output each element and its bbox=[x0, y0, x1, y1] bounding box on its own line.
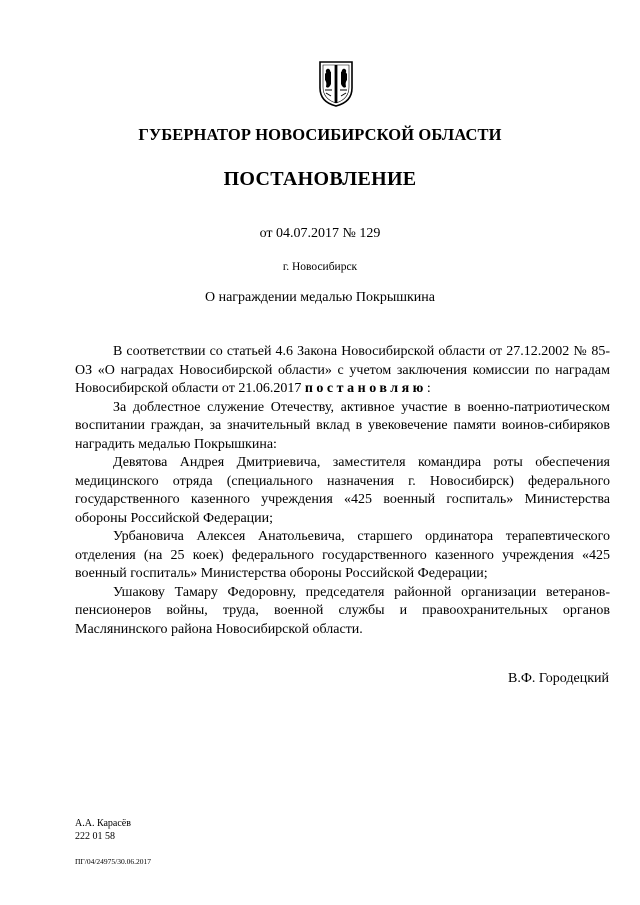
body-paragraph-awardee: Девятова Андрея Дмитриевича, заместителя командира роты обеспечения медицинского отряда (специального назначения г. Новосибирск) федерального государственного казенного учреждения «425 военный госпиталь» Министерства обороны Российской Федерации; bbox=[75, 455, 610, 526]
signatory-name: В.Ф. Городецкий bbox=[508, 671, 609, 686]
document-type: ПОСТАНОВЛЕНИЕ bbox=[223, 168, 417, 190]
body-paragraph-awardee: Урбановича Алексея Анатольевича, старшего ординатора терапевтического отделения (на 25 коек) федерального государственного казенного учреждения «425 военный госпиталь» Министерства обороны Российской Федерации; bbox=[75, 529, 610, 581]
executor-phone: 222 01 58 bbox=[75, 831, 115, 842]
preamble-text: В соответствии со статьей 4.6 Закона Новосибирской области от 27.12.2002 № 85-ОЗ «О наградах Новосибирской области» с учетом заключения комиссии по наградам Новосибирской области от 21.06.2017 bbox=[75, 344, 610, 396]
document-title: О награждении медалью Покрышкина bbox=[204, 290, 436, 305]
document-date-number: от 04.07.2017 № 129 bbox=[259, 226, 381, 241]
executor-name: А.А. Карасёв bbox=[75, 818, 131, 829]
registration-number: ПГ/04/24975/30.06.2017 bbox=[75, 857, 152, 866]
body-paragraph-award-reason: За доблестное служение Отечеству, активное участие в военно-патриотическом воспитании граждан, за значительный вклад в увековечение памяти воинов-сибиряков наградить медалью Покрышкина: bbox=[75, 399, 610, 452]
coat-of-arms-icon bbox=[318, 60, 354, 108]
document-city: г. Новосибирск bbox=[282, 261, 358, 273]
document-body bbox=[75, 343, 610, 639]
issuing-authority: ГУБЕРНАТОР НОВОСИБИРСКОЙ ОБЛАСТИ bbox=[138, 125, 502, 144]
decree-word: постановляю bbox=[304, 381, 427, 396]
body-paragraph-awardee: Ушакову Тамару Федоровну, председателя районной организации ветеранов-пенсионеров войны, труда, военной службы и правоохранительных органов Маслянинского района Новосибирской области. bbox=[75, 584, 610, 637]
body-paragraph-preamble bbox=[75, 343, 610, 399]
preamble-colon: : bbox=[426, 381, 431, 396]
executor-block bbox=[75, 817, 131, 843]
